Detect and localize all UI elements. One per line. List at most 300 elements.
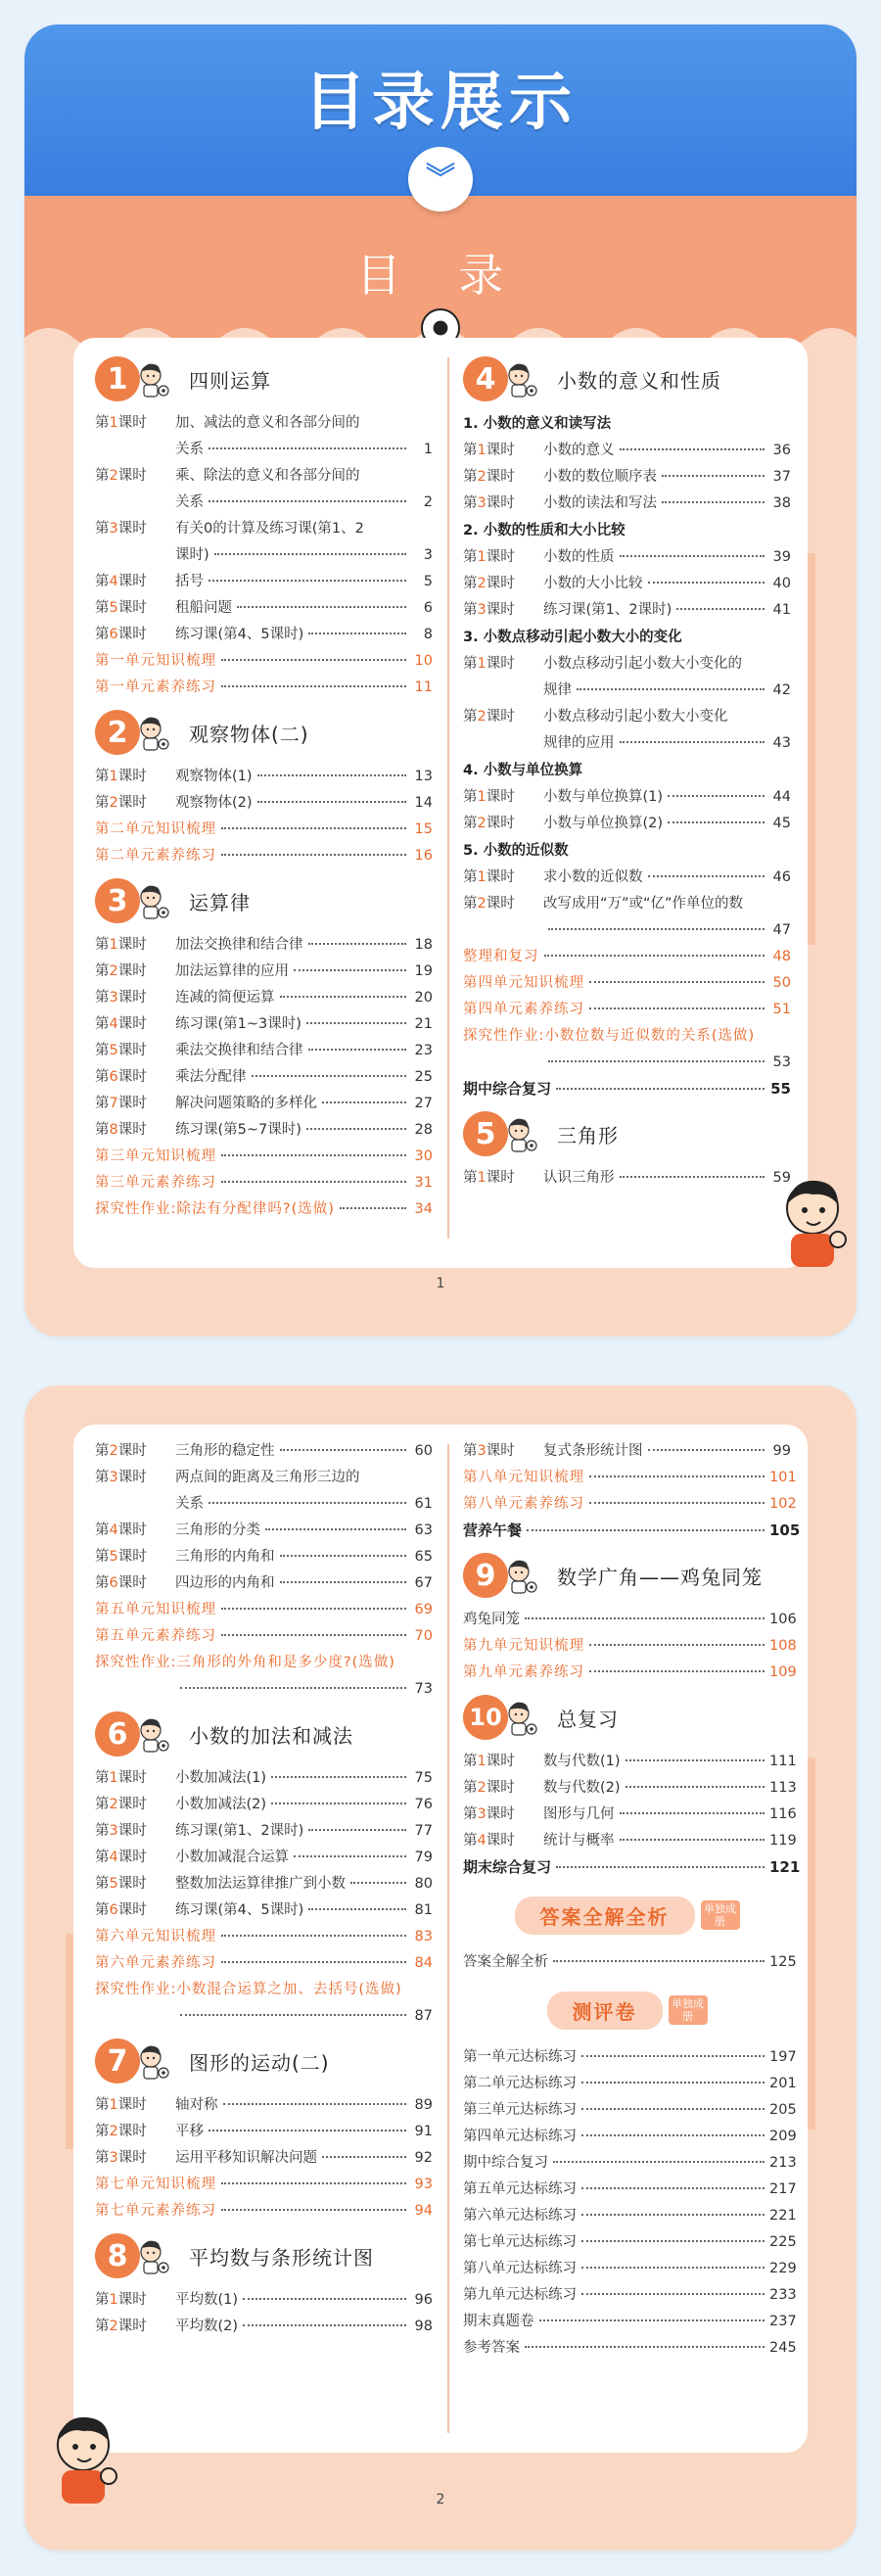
- toc-entry: [95, 1792, 433, 1818]
- toc-entry: [95, 790, 433, 817]
- lesson-label: 第1课时: [463, 549, 515, 565]
- page-ref: 43: [772, 735, 791, 751]
- dot-leader: [581, 2108, 765, 2110]
- page-ref: 209: [769, 2129, 797, 2144]
- lesson-label: 第3课时: [95, 521, 147, 537]
- unit-title: 观察物体(二): [189, 722, 309, 746]
- dot-leader: [620, 1812, 765, 1814]
- entry-title-wrap: [463, 1854, 769, 1881]
- toc-left-column: [95, 348, 433, 1223]
- entry-title-wrap: [95, 1691, 411, 1693]
- dot-leader: [648, 582, 765, 584]
- page-ref: 27: [414, 1096, 433, 1111]
- side-strip: [808, 553, 815, 945]
- page-ref: 76: [414, 1797, 433, 1812]
- entry-title: 第三单元达标练习: [463, 2102, 577, 2118]
- entry-title-wrap: [463, 2309, 769, 2335]
- entry-title: 练习课(第5~7课时): [175, 1122, 301, 1138]
- toc-card: [73, 1425, 808, 2453]
- entry-title-wrap: [463, 2150, 769, 2177]
- toc-entry: [95, 2003, 433, 2030]
- lesson-label: 第3课时: [463, 1443, 515, 1459]
- dot-leader: [180, 1687, 406, 1689]
- entry-title: 改写成用“万”或“亿”作单位的数: [543, 896, 744, 912]
- dot-leader: [280, 1555, 407, 1557]
- toc-entry: [463, 1802, 797, 1828]
- page-ref: 59: [772, 1170, 791, 1186]
- dot-leader: [527, 1529, 765, 1531]
- entry-title-wrap: [463, 678, 769, 704]
- dot-leader: [668, 821, 765, 823]
- entry-title-wrap: [463, 730, 769, 757]
- lesson-label: 第1课时: [95, 937, 147, 953]
- toc-entry: [463, 1775, 797, 1802]
- dot-leader: [589, 1502, 765, 1504]
- toc-entry: [95, 1570, 433, 1597]
- entry-title: 练习课(第1~3课时): [175, 1016, 301, 1032]
- entry-title: 关系: [175, 1496, 204, 1512]
- page-ref: 50: [772, 975, 791, 991]
- entry-title-wrap: [95, 843, 411, 869]
- kid-soccer-icon: [136, 1714, 169, 1754]
- entry-title: 乘法分配律: [175, 1069, 247, 1085]
- toc-entry: [463, 1607, 797, 1633]
- entry-title: 小数加减法(1): [175, 1770, 267, 1786]
- entry-title-wrap: [175, 1011, 411, 1038]
- lesson-label: 第3课时: [463, 602, 515, 618]
- separate-volume-tag: 单独成册: [701, 1900, 740, 1930]
- lesson-label: 第4课时: [95, 574, 147, 589]
- dot-leader: [243, 2298, 406, 2300]
- toc-entry: [463, 2335, 797, 2362]
- toc-entry: [95, 1011, 433, 1038]
- page-ref: 2: [423, 494, 433, 510]
- dot-leader: [648, 875, 765, 877]
- lesson-label: 第6课时: [95, 627, 147, 642]
- entry-title-wrap: [95, 1144, 411, 1170]
- toc-entry: [463, 1518, 801, 1544]
- unit-number: 4: [463, 356, 508, 401]
- page-ref: 87: [414, 2008, 433, 2024]
- page-ref: 80: [414, 1876, 433, 1892]
- entry-title: 平均数(1): [175, 2292, 239, 2308]
- toc-entry: [463, 1949, 797, 1976]
- dot-leader: [214, 553, 406, 555]
- entry-title-wrap: [175, 2314, 411, 2340]
- side-strip: [808, 1757, 815, 2130]
- entry-title: 观察物体(2): [175, 795, 253, 811]
- toc-entry: [95, 1038, 433, 1064]
- toc-entry: [95, 817, 433, 843]
- dot-leader: [581, 2267, 765, 2269]
- unit-header: [95, 1707, 433, 1761]
- dot-leader: [221, 1608, 406, 1610]
- dot-leader: [209, 500, 406, 502]
- page-number: 1: [436, 1276, 445, 1291]
- toc-entry: [95, 1170, 433, 1196]
- dot-leader: [626, 1759, 765, 1761]
- kid-soccer-icon: [136, 359, 169, 398]
- entry-title-wrap: [175, 1117, 411, 1144]
- page-ref: 28: [414, 1122, 433, 1138]
- entry-title: 参考答案: [463, 2340, 520, 2356]
- entry-title: 轴对称: [175, 2097, 218, 2113]
- toc-entry: [95, 1765, 433, 1792]
- entry-title-wrap: [463, 1949, 769, 1976]
- dot-leader: [252, 1075, 407, 1077]
- entry-title-wrap: [175, 1465, 411, 1491]
- toc-entry: [463, 2150, 797, 2177]
- entry-title-wrap: [95, 1170, 411, 1196]
- unit-number: 10: [463, 1695, 508, 1740]
- entry-title-wrap: [543, 784, 769, 811]
- entry-title: 第五单元知识梳理: [95, 1602, 216, 1617]
- lesson-label: 第1课时: [95, 769, 147, 784]
- toc-entry: [95, 2287, 433, 2314]
- lesson-label: 第7课时: [95, 1096, 147, 1111]
- entry-title: 连减的简便运算: [175, 990, 275, 1006]
- dot-leader: [237, 606, 406, 608]
- entry-title-wrap: [95, 817, 411, 843]
- entry-title-wrap: [175, 1038, 411, 1064]
- dot-leader: [350, 1882, 406, 1884]
- toc-entry: [95, 2145, 433, 2172]
- unit-number: 5: [463, 1111, 508, 1156]
- page-ref: 116: [769, 1806, 797, 1822]
- entry-title: 第九单元知识梳理: [463, 1638, 584, 1654]
- page-ref: 125: [769, 1954, 797, 1970]
- dot-leader: [544, 955, 765, 957]
- toc-entry: [95, 959, 433, 985]
- entry-title: 第六单元素养练习: [95, 1955, 216, 1971]
- kid-soccer-icon: [136, 2236, 169, 2275]
- entry-title: 小数的意义: [543, 443, 615, 458]
- toc-card: [73, 338, 808, 1268]
- entry-title: 第三单元素养练习: [95, 1175, 216, 1191]
- entry-title-wrap: [543, 704, 769, 730]
- toc-entry: [95, 463, 433, 490]
- dot-leader: [221, 1634, 406, 1636]
- page-ref: 221: [769, 2208, 797, 2224]
- entry-title: 数与代数(1): [543, 1754, 621, 1769]
- entry-title: 探究性作业:除法有分配律吗?(选做): [95, 1201, 335, 1217]
- entry-title-wrap: [543, 1828, 769, 1854]
- page-ref: 39: [772, 549, 791, 565]
- section-heading: 5. 小数的近似数: [463, 843, 569, 859]
- entry-title: 四边形的内角和: [175, 1575, 275, 1591]
- page-ref: 46: [772, 869, 791, 885]
- dot-leader: [581, 2187, 765, 2189]
- page-ref: 111: [769, 1754, 797, 1769]
- unit-number: 2: [95, 710, 140, 755]
- dot-leader: [662, 475, 765, 477]
- entry-title-wrap: [543, 891, 769, 917]
- unit-title: 四则运算: [189, 368, 271, 393]
- dot-leader: [221, 827, 406, 829]
- lesson-label: 第1课时: [95, 2292, 147, 2308]
- toc-entry: [95, 516, 433, 542]
- dot-leader: [581, 2082, 765, 2084]
- page-ref: 113: [769, 1780, 797, 1796]
- entry-title-wrap: [95, 542, 411, 569]
- dot-leader: [221, 2209, 406, 2211]
- lesson-label: 第4课时: [95, 1522, 147, 1538]
- entry-title-wrap: [543, 544, 769, 571]
- entry-title-wrap: [175, 1064, 411, 1091]
- dot-leader: [294, 969, 406, 971]
- dot-leader: [308, 632, 406, 634]
- lesson-label: 第5课时: [95, 1876, 147, 1892]
- toc-entry: [463, 1050, 791, 1076]
- lesson-label: 第2课时: [463, 1780, 515, 1796]
- toc-page-2: [24, 1385, 857, 2551]
- toc-entry: [95, 595, 433, 622]
- dot-leader: [539, 2319, 765, 2321]
- entry-title-wrap: [463, 2177, 769, 2203]
- dot-leader: [589, 1644, 765, 1646]
- toc-heading: 目 录: [355, 249, 526, 302]
- section-badge: [463, 1988, 791, 2033]
- dot-leader: [280, 996, 407, 998]
- page-ref: 60: [414, 1443, 433, 1459]
- toc-entry: [463, 1438, 791, 1465]
- entry-title-wrap: [175, 1897, 411, 1924]
- entry-title: 课时): [175, 547, 209, 563]
- unit-title: 三角形: [557, 1123, 619, 1147]
- page-ref: 77: [414, 1823, 433, 1839]
- entry-title-wrap: [95, 648, 411, 675]
- entry-title-wrap: [95, 1950, 411, 1977]
- lesson-label: 第3课时: [95, 2150, 147, 2166]
- entry-title-wrap: [175, 516, 411, 542]
- entry-title: 有关0的计算及练习课(第1、2: [175, 521, 364, 537]
- column-divider: [447, 1444, 449, 2433]
- page-ref: 19: [414, 963, 433, 979]
- entry-title: 租船问题: [175, 600, 232, 616]
- dot-leader: [209, 1502, 406, 1504]
- lesson-label: 第2课时: [463, 576, 515, 591]
- toc-entry: [463, 1749, 797, 1775]
- entry-title: 规律的应用: [543, 735, 615, 751]
- entry-title: 练习课(第4、5课时): [175, 1902, 304, 1918]
- entry-title-wrap: [95, 437, 411, 463]
- section-heading: 1. 小数的意义和读写法: [463, 416, 612, 432]
- section-heading: 3. 小数点移动引起小数大小的变化: [463, 630, 682, 645]
- toc-entry: [463, 2044, 797, 2071]
- section-badge-label: 答案全解全析: [515, 1897, 695, 1935]
- entry-title-wrap: [543, 865, 769, 891]
- page-ref: 47: [772, 922, 791, 938]
- toc-entry: [463, 2309, 797, 2335]
- page-ref: 83: [414, 1929, 433, 1944]
- lesson-label: 第5课时: [95, 1043, 147, 1058]
- toc-entry: [463, 811, 791, 837]
- entry-title-wrap: [543, 1775, 769, 1802]
- entry-title: 第六单元达标练习: [463, 2208, 577, 2224]
- toc-entry: [95, 675, 433, 701]
- entry-title-wrap: [95, 1623, 411, 1650]
- entry-title-wrap: [543, 651, 769, 678]
- page-ref: 65: [414, 1549, 433, 1565]
- dot-leader: [589, 1007, 765, 1009]
- toc-entry: [95, 2092, 433, 2119]
- page-ref: 44: [772, 789, 791, 805]
- toc-entry: [463, 1491, 797, 1518]
- page-ref: 94: [414, 2203, 433, 2219]
- toc-entry: [463, 1633, 797, 1660]
- page-ref: 25: [414, 1069, 433, 1085]
- unit-number: 7: [95, 2038, 140, 2084]
- entry-title-wrap: [95, 1491, 411, 1518]
- toc-entry: [95, 410, 433, 437]
- entry-title-wrap: [463, 1465, 769, 1491]
- entry-title-wrap: [95, 2018, 411, 2020]
- entry-title: 第九单元素养练习: [463, 1664, 584, 1680]
- dot-leader: [581, 2134, 765, 2136]
- dot-leader: [308, 1829, 406, 1831]
- toc-entry: [95, 2172, 433, 2198]
- entry-title-wrap: [175, 1818, 411, 1845]
- page-ref: 14: [414, 795, 433, 811]
- page-ref: 237: [769, 2314, 797, 2329]
- page-ref: 96: [414, 2292, 433, 2308]
- entry-title: 第一单元素养练习: [95, 679, 216, 695]
- entry-title-wrap: [543, 597, 769, 624]
- toc-entry: [95, 932, 433, 959]
- lesson-label: 第1课时: [463, 869, 515, 885]
- toc-entry: [463, 2256, 797, 2282]
- dot-leader: [556, 1088, 765, 1090]
- toc-left-column: [95, 1438, 433, 2340]
- toc-entry: [463, 1854, 801, 1881]
- page-ref: 15: [414, 821, 433, 837]
- entry-title-wrap: [175, 1438, 411, 1465]
- dot-leader: [265, 1528, 406, 1530]
- toc-entry: [95, 1144, 433, 1170]
- entry-title: 探究性作业:三角形的外角和是多少度?(选做): [95, 1655, 395, 1670]
- page-ref: 201: [769, 2076, 797, 2091]
- lesson-label: 第6课时: [95, 1069, 147, 1085]
- toc-entry: [95, 2119, 433, 2145]
- entry-title-wrap: [543, 571, 769, 597]
- dot-leader: [306, 1022, 406, 1024]
- entry-title-wrap: [463, 1607, 769, 1633]
- page-ref: 233: [769, 2287, 797, 2303]
- page-ref: 41: [772, 602, 791, 618]
- page-number: 2: [436, 2492, 445, 2507]
- page-ref: 106: [769, 1612, 797, 1627]
- lesson-label: 第3课时: [95, 990, 147, 1006]
- page-ref: 229: [769, 2261, 797, 2276]
- entry-title: 小数加减法(2): [175, 1797, 267, 1812]
- entry-title: 统计与概率: [543, 1833, 615, 1849]
- entry-title: 小数的性质: [543, 549, 615, 565]
- page-ref: 21: [414, 1016, 433, 1032]
- entry-title: 乘、除法的意义和各部分间的: [175, 468, 360, 484]
- entry-title-wrap: [463, 2282, 769, 2309]
- toc-entry: [95, 843, 433, 869]
- dot-leader: [581, 2055, 765, 2057]
- entry-title-wrap: [543, 1802, 769, 1828]
- entry-title: 第四单元素养练习: [463, 1002, 584, 1017]
- dot-leader: [525, 1617, 765, 1619]
- page-ref: 75: [414, 1770, 433, 1786]
- dot-leader: [548, 928, 765, 930]
- dot-leader: [620, 1839, 765, 1841]
- dot-leader: [322, 2156, 406, 2158]
- page-ref: 6: [423, 600, 433, 616]
- page-ref: 225: [769, 2234, 797, 2250]
- entry-title: 三角形的分类: [175, 1522, 260, 1538]
- entry-title-wrap: [463, 1491, 769, 1518]
- entry-title: 第七单元素养练习: [95, 2203, 216, 2219]
- dot-leader: [620, 448, 765, 450]
- dot-leader: [221, 1181, 406, 1183]
- page-ref: 3: [423, 547, 433, 563]
- toc-entry: [463, 1465, 797, 1491]
- entry-title-wrap: [175, 1570, 411, 1597]
- toc-entry: [463, 571, 791, 597]
- dot-leader: [589, 981, 765, 983]
- page-ref: 98: [414, 2318, 433, 2334]
- toc-entry: [95, 1950, 433, 1977]
- entry-title: 期末综合复习: [463, 1858, 552, 1876]
- entry-title: 小数点移动引起小数大小变化的: [543, 656, 742, 672]
- dot-leader: [280, 1581, 407, 1583]
- toc-entry: [463, 491, 791, 517]
- page-ref: 53: [772, 1054, 791, 1070]
- toc-entry: [95, 1897, 433, 1924]
- entry-title-wrap: [543, 1438, 769, 1465]
- dot-leader: [525, 2346, 765, 2348]
- dot-leader: [581, 2214, 765, 2216]
- toc-entry: [95, 1623, 433, 1650]
- toc-entry: [95, 764, 433, 790]
- toc-entry: [463, 597, 791, 624]
- page-ref: 30: [414, 1148, 433, 1164]
- page-ref: 84: [414, 1955, 433, 1971]
- entry-title: 第一单元达标练习: [463, 2049, 577, 2065]
- entry-title: 运用平移知识解决问题: [175, 2150, 317, 2166]
- toc-entry: [463, 704, 791, 730]
- lesson-label: 第1课时: [463, 1754, 515, 1769]
- page-ref: 109: [769, 1664, 797, 1680]
- entry-title-wrap: [95, 1196, 411, 1223]
- toc-entry: [95, 1491, 433, 1518]
- lesson-label: 第2课时: [463, 469, 515, 485]
- page-ref: 205: [769, 2102, 797, 2118]
- entry-title: 第八单元素养练习: [463, 1496, 584, 1512]
- entry-title: 规律: [543, 682, 572, 698]
- dot-leader: [257, 801, 406, 803]
- section-badge-label: 测评卷: [547, 1991, 663, 2030]
- unit-header: [95, 2034, 433, 2088]
- entry-title-wrap: [95, 2172, 411, 2198]
- entry-title: 第四单元达标练习: [463, 2129, 577, 2144]
- entry-title: 第二单元知识梳理: [95, 821, 216, 837]
- separate-volume-tag: 单独成册: [669, 1995, 708, 2025]
- entry-title: 三角形的内角和: [175, 1549, 275, 1565]
- page-ref: 37: [772, 469, 791, 485]
- entry-title: 整数加法运算律推广到小数: [175, 1876, 346, 1892]
- entry-title-wrap: [543, 438, 769, 464]
- lesson-label: 第2课时: [95, 468, 147, 484]
- page-ref: 18: [414, 937, 433, 953]
- toc-entry: [463, 2097, 797, 2124]
- entry-title-wrap: [463, 1023, 769, 1050]
- kid-soccer-icon: [504, 1556, 537, 1595]
- unit-header: [463, 351, 791, 406]
